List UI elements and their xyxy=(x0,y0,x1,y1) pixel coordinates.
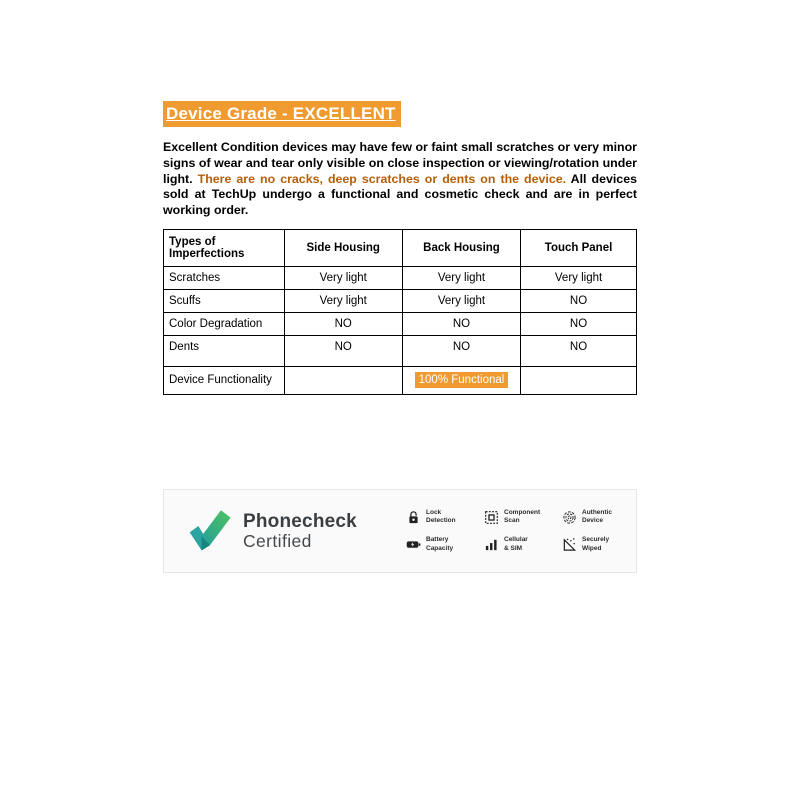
imperfections-table xyxy=(163,229,637,395)
cell-scratches-touch: Very light xyxy=(521,266,637,289)
feature-securely-wiped xyxy=(562,536,620,552)
phonecheck-brand xyxy=(186,505,357,557)
intro-accent-sentence: There are no cracks, deep scratches or dents on the device. xyxy=(197,171,571,186)
feature-label-line2: Wiped xyxy=(582,544,602,552)
cell-scratches-side: Very light xyxy=(284,266,402,289)
feature-label-line2: Scan xyxy=(504,517,520,525)
feature-label xyxy=(426,509,456,525)
brand-name: Phonecheck xyxy=(243,510,357,532)
table-row xyxy=(164,335,637,366)
feature-label-line1: Component xyxy=(504,509,541,517)
cell-dents-touch: NO xyxy=(521,335,637,366)
feature-cellular-sim xyxy=(484,536,542,552)
table-row xyxy=(164,312,637,335)
row-label-color-degradation: Color Degradation xyxy=(164,312,285,335)
feature-label xyxy=(504,509,540,525)
intro-part3: All devices sold at TechUp undergo a functional and cosmetic check and are in perfect working order. xyxy=(163,171,637,218)
feature-label-line2: & SIM xyxy=(504,544,523,552)
cell-colordeg-side: NO xyxy=(284,312,402,335)
phonecheck-certified-badge xyxy=(163,489,637,573)
phonecheck-checkmark-logo xyxy=(186,505,232,557)
feature-lock-detection xyxy=(406,509,464,525)
cell-colordeg-back: NO xyxy=(402,312,520,335)
cell-scuffs-back: Very light xyxy=(402,289,520,312)
feature-label xyxy=(582,509,612,525)
feature-label xyxy=(426,536,453,552)
document-page xyxy=(163,0,637,573)
table-row xyxy=(164,366,637,394)
cell-colordeg-touch: NO xyxy=(521,312,637,335)
fingerprint-icon xyxy=(562,510,577,525)
row-label-device-functionality: Device Functionality xyxy=(164,366,285,394)
certified-features xyxy=(406,509,620,553)
row-label-scuffs: Scuffs xyxy=(164,289,285,312)
feature-component-scan xyxy=(484,509,542,525)
intro-part1: Excellent Condition devices may have few or faint small scratches or very minor signs of wear and tear only visible on close inspection or viewing/rotation under light. xyxy=(163,140,637,186)
functional-highlight: 100% Functional xyxy=(415,372,509,388)
feature-label xyxy=(582,536,609,552)
feature-label-line1: Cellular xyxy=(504,536,528,544)
feature-label-line1: Battery xyxy=(426,536,449,544)
feature-label-line2: Detection xyxy=(426,517,456,525)
feature-label-line2: Capacity xyxy=(426,544,454,552)
row-label-dents: Dents xyxy=(164,335,285,366)
cell-scratches-back: Very light xyxy=(402,266,520,289)
table-row xyxy=(164,266,637,289)
cell-dents-side: NO xyxy=(284,335,402,366)
table-header-row xyxy=(164,229,637,266)
intro-paragraph xyxy=(163,140,637,219)
cell-scuffs-touch: NO xyxy=(521,289,637,312)
col-header-side-housing: Side Housing xyxy=(284,229,402,266)
feature-battery-capacity xyxy=(406,536,464,552)
wiped-fingerprint-icon xyxy=(562,537,577,552)
cell-functionality-touch xyxy=(521,366,637,394)
row-label-scratches: Scratches xyxy=(164,266,285,289)
cell-dents-back: NO xyxy=(402,335,520,366)
feature-label-line1: Lock xyxy=(426,509,442,517)
feature-label xyxy=(504,536,528,552)
cell-scuffs-side: Very light xyxy=(284,289,402,312)
brand-subtitle: Certified xyxy=(243,530,312,551)
col-header-types: Types of Imperfections xyxy=(164,229,285,266)
col-header-touch-panel: Touch Panel xyxy=(521,229,637,266)
component-scan-icon xyxy=(484,510,499,525)
feature-label-line1: Securely xyxy=(582,536,610,544)
battery-icon xyxy=(406,537,421,552)
col-header-back-housing: Back Housing xyxy=(402,229,520,266)
phonecheck-brand-text xyxy=(243,512,357,550)
cell-functionality-back xyxy=(402,366,520,394)
signal-bars-icon xyxy=(484,537,499,552)
feature-authentic-device xyxy=(562,509,620,525)
feature-label-line2: Device xyxy=(582,517,603,525)
cell-functionality-side xyxy=(284,366,402,394)
feature-label-line1: Authentic xyxy=(582,509,612,517)
lock-icon xyxy=(406,510,421,525)
page-title: Device Grade - EXCELLENT xyxy=(163,101,401,127)
table-row xyxy=(164,289,637,312)
